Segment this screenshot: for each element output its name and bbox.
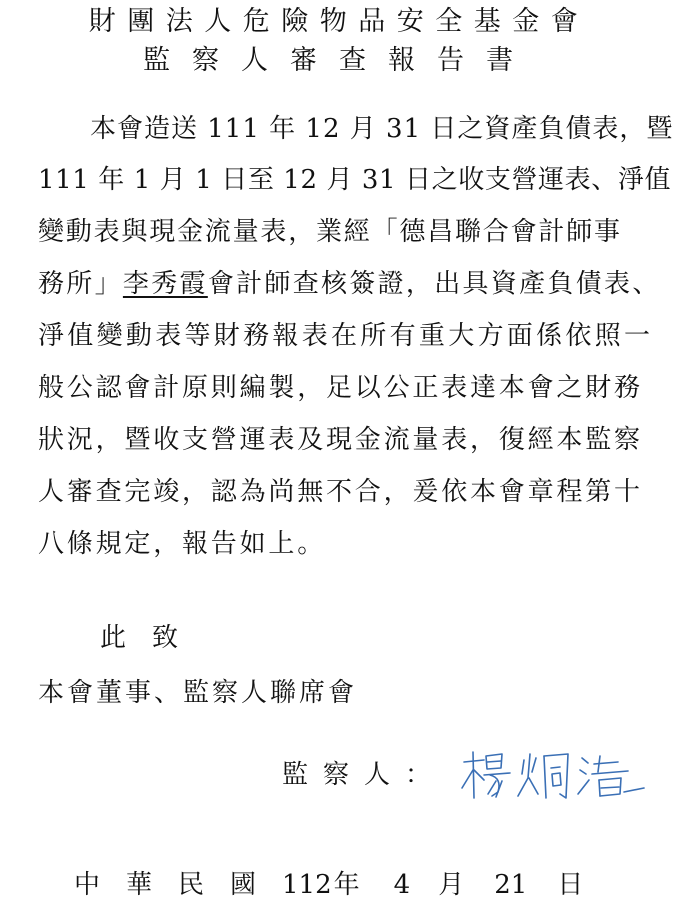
- date-year-unit: 年: [333, 870, 360, 900]
- firm-name-end: 務所」: [38, 269, 123, 299]
- body-paragraph-line: 八條規定，報告如上。: [38, 529, 327, 559]
- document-date: [74, 872, 583, 898]
- body-paragraph-line: 般公認會計原則編製，足以公正表達本會之財務: [38, 373, 643, 403]
- body-paragraph-line: 本會造送 111 年 12 月 31 日之資產負債表，暨: [90, 114, 674, 144]
- supervisor-label: 監察人：: [282, 760, 447, 790]
- date-day-unit: 日: [557, 870, 584, 900]
- date-era: 中華民國: [74, 870, 283, 900]
- document-title: 財團法人危險物品安全基金會: [88, 6, 590, 37]
- accountant-name: 李秀霞: [122, 269, 208, 299]
- line-remainder: 會計師查核簽證，出具資產負債表、: [207, 269, 661, 299]
- date-month: 4: [393, 870, 411, 900]
- body-paragraph-line: 變動表與現金流量表，業經「德昌聯合會計師事: [38, 217, 622, 247]
- handwritten-signature: [458, 748, 648, 806]
- date-year: 112: [282, 870, 332, 900]
- recipient: 本會董事、監察人聯席會: [38, 678, 358, 708]
- body-paragraph-line: [38, 271, 661, 297]
- salutation: 此致: [100, 623, 205, 653]
- body-paragraph-line: 淨值變動表等財務報表在所有重大方面係依照一: [38, 321, 654, 351]
- body-paragraph-line: 111 年 1 月 1 日至 12 月 31 日之收支營運表、淨值: [38, 165, 672, 195]
- document-subtitle: 監察人審查報告書: [143, 45, 535, 76]
- body-paragraph-line: 狀況，暨收支營運表及現金流量表，復經本監察: [38, 425, 643, 455]
- body-paragraph-line: 人審查完竣，認為尚無不合，爰依本會章程第十: [38, 477, 643, 507]
- date-day: 21: [494, 870, 528, 900]
- date-month-unit: 月: [438, 870, 465, 900]
